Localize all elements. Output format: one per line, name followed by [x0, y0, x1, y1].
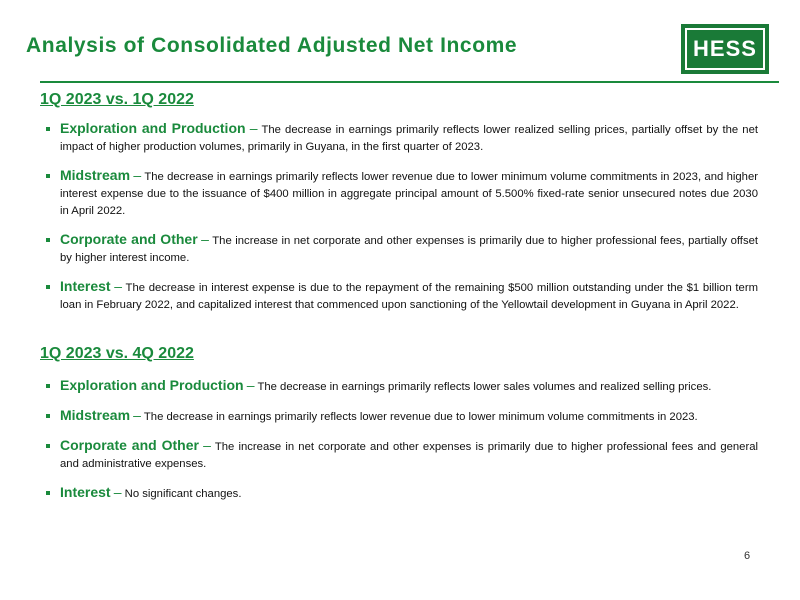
list-item — [46, 437, 758, 473]
item-text: No significant changes. — [124, 488, 242, 500]
item-separator: – — [246, 377, 255, 393]
item-label: Exploration and Production — [60, 120, 246, 136]
item-label: Midstream — [60, 407, 131, 423]
section-heading-1q-vs-1q: 1Q 2023 vs. 1Q 2022 — [40, 91, 194, 108]
item-label: Midstream — [60, 167, 131, 183]
list-item — [46, 120, 758, 156]
item-label: Interest — [60, 278, 111, 294]
bullet-list-1q-vs-1q — [46, 120, 758, 325]
item-text: The decrease in earnings primarily reflects lower realized selling prices, partially offset by the net impact of higher production volumes, primarily in Guyana, in the first quarter of 2023. — [60, 124, 759, 153]
item-separator: – — [133, 407, 141, 423]
list-item — [46, 167, 758, 220]
title-divider — [40, 81, 779, 83]
item-label: Exploration and Production — [60, 377, 244, 393]
page-title: Analysis of Consolidated Adjusted Net Income — [26, 34, 518, 57]
item-label: Corporate and Other — [60, 231, 198, 247]
item-label: Interest — [60, 484, 111, 500]
list-item — [46, 407, 758, 426]
item-label: Corporate and Other — [60, 437, 199, 453]
section-heading-1q-vs-4q: 1Q 2023 vs. 4Q 2022 — [40, 345, 194, 362]
item-text: The increase in net corporate and other expenses is primarily due to higher professional fees and general and administrative expenses. — [60, 441, 759, 470]
bullet-list-1q-vs-4q — [46, 377, 758, 514]
item-separator: – — [113, 484, 122, 500]
list-item — [46, 484, 758, 503]
list-item — [46, 231, 758, 267]
page-number: 6 — [744, 550, 751, 562]
item-text: The decrease in earnings primarily reflects lower sales volumes and realized selling prices. — [257, 381, 712, 393]
list-item — [46, 278, 758, 314]
item-text: The decrease in interest expense is due to the repayment of the remaining $500 million outstanding under the $1 billion term loan in February 2022, and capitalized interest that commenced upon sanctioning of the Yellowtail development in Guyana in April 2022. — [60, 282, 759, 311]
item-separator: – — [249, 120, 258, 136]
hess-logo — [681, 24, 769, 74]
item-text: The increase in net corporate and other expenses is primarily due to higher professional fees, partially offset by higher interest income. — [60, 235, 759, 264]
list-item — [46, 377, 758, 396]
item-separator: – — [203, 437, 211, 453]
logo-text: HESS — [685, 28, 765, 70]
item-separator: – — [201, 231, 209, 247]
item-text: The decrease in earnings primarily reflects lower revenue due to lower minimum volume commitments in 2023. — [143, 411, 698, 423]
item-text: The decrease in earnings primarily reflects lower revenue due to lower minimum volume commitments in 2023, and higher interest expense due to the issuance of $400 million in aggregate principal amount of 5.500% fixed-rate senior unsecured notes due 2030 in April 2022. — [60, 171, 759, 217]
item-separator: – — [114, 278, 123, 294]
item-separator: – — [133, 167, 142, 183]
